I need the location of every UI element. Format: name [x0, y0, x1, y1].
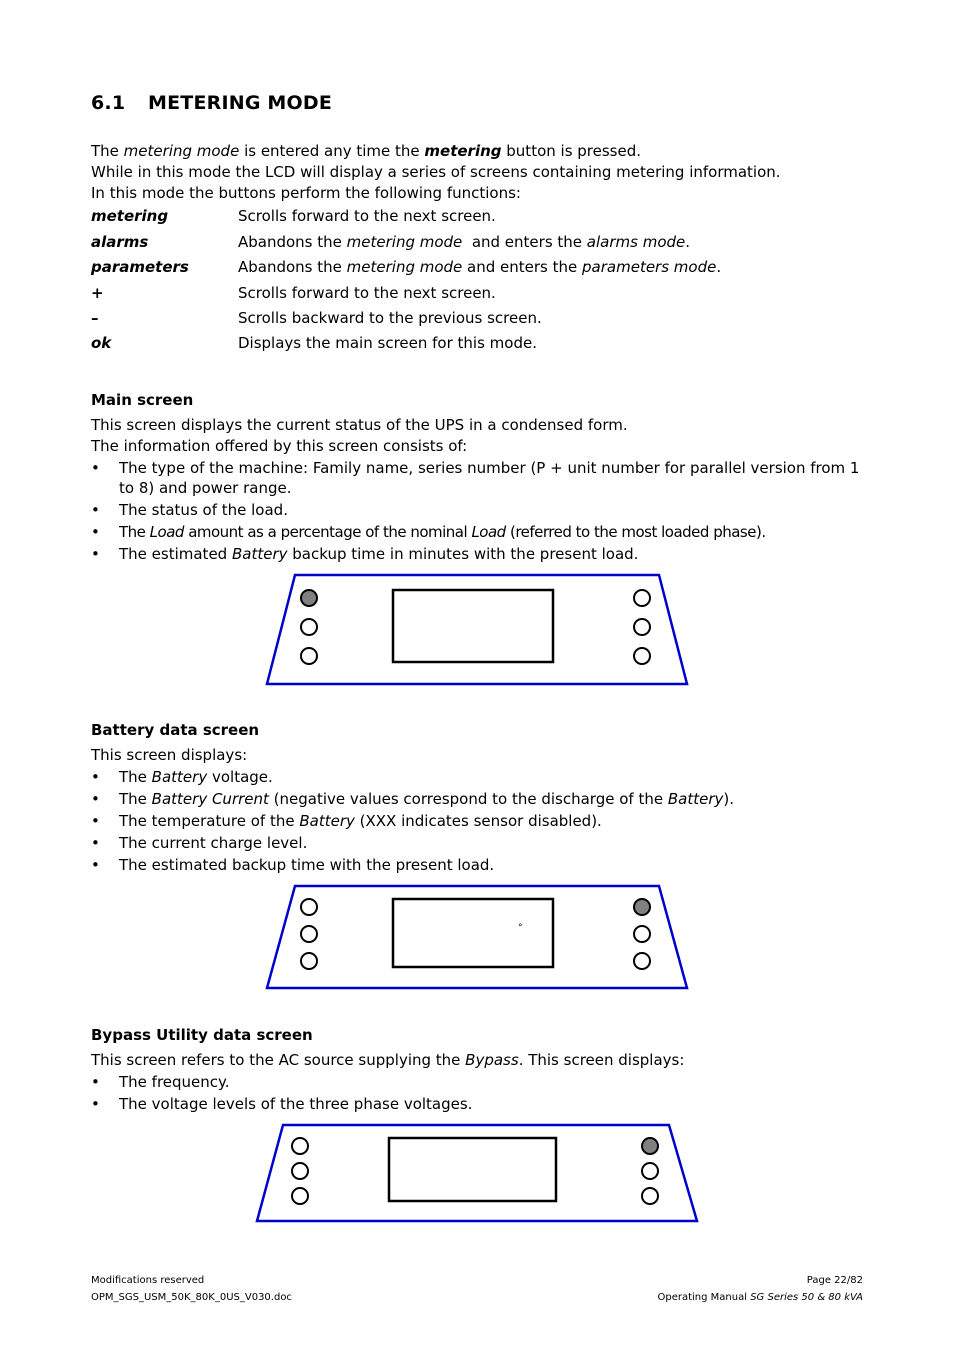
function-key-metering: metering — [91, 207, 169, 225]
minus-button-icon — [642, 1163, 658, 1179]
footer-page-number: Page 22/82 — [806, 1275, 863, 1286]
lcd-screen — [389, 1138, 556, 1201]
bullet-term: Battery — [299, 812, 355, 830]
intro-term: metering mode — [123, 142, 240, 160]
bullet-text: The — [119, 523, 150, 541]
bullet: • — [91, 768, 100, 786]
footer-filename: OPM_SGS_USM_50K_80K_0US_V030.doc — [91, 1292, 292, 1303]
bullet-term: Load — [471, 523, 506, 541]
function-key-parameters: parameters — [91, 258, 189, 276]
function-desc-metering: Scrolls forward to the next screen. — [238, 207, 496, 225]
function-key-alarms: alarms — [91, 233, 149, 251]
main-screen-para-1: This screen displays the current status of the UPS in a condensed form. — [91, 416, 628, 434]
main-bullet-1-line-2: to 8) and power range. — [119, 479, 292, 497]
function-desc-ok: Displays the main screen for this mode. — [238, 334, 537, 352]
function-desc-plus: Scrolls forward to the next screen. — [238, 284, 496, 302]
bullet-term: Battery — [231, 545, 288, 563]
bullet: • — [91, 1095, 100, 1113]
footer-manual-title — [658, 1292, 864, 1303]
footer-product: SG Series 50 & 80 kVA — [750, 1292, 863, 1303]
battery-bullet-4: The current charge level. — [119, 834, 308, 852]
main-bullet-1-line-1: The type of the machine: Family name, series number (P + unit number for parallel version from 1 — [119, 459, 860, 477]
footer-modifications: Modifications reserved — [91, 1275, 205, 1286]
panel-outline — [257, 1125, 697, 1221]
ok-button-icon — [642, 1188, 658, 1204]
bullet-term: Battery — [667, 790, 724, 808]
bullet: • — [91, 545, 100, 563]
intro-line-2: While in this mode the LCD will display a series of screens containing metering information. — [91, 163, 781, 181]
bullet-text: ). — [723, 790, 734, 808]
bullet-text: (referred to the most loaded phase). — [505, 523, 766, 541]
bullet: • — [91, 1073, 100, 1091]
section-number: 6.1 — [91, 92, 126, 114]
intro-text: is entered any time the — [239, 142, 425, 160]
plus-button-icon — [642, 1138, 658, 1154]
bullet-text: (XXX indicates sensor disabled). — [354, 812, 602, 830]
section-title: METERING MODE — [148, 92, 333, 114]
para-term: Bypass — [465, 1051, 519, 1069]
desc-term: metering mode — [346, 258, 463, 276]
bullet: • — [91, 501, 100, 519]
function-key-ok: ok — [91, 334, 112, 352]
bullet-text: The — [119, 790, 152, 808]
battery-screen-heading: Battery data screen — [91, 721, 260, 739]
function-key-plus: + — [91, 284, 104, 302]
lcd-degree-symbol: ° — [518, 923, 523, 933]
bullet: • — [91, 523, 100, 541]
bullet-text: The estimated — [119, 545, 232, 563]
function-key-minus: – — [91, 309, 99, 327]
bullet-term: Battery — [151, 768, 208, 786]
intro-text: The — [91, 142, 124, 160]
bullet: • — [91, 856, 100, 874]
bullet: • — [91, 459, 100, 477]
bypass-bullet-1: The frequency. — [119, 1073, 230, 1091]
bullet: • — [91, 790, 100, 808]
bullet-text: amount as a percentage of the nominal — [183, 523, 472, 541]
desc-text: and enters the — [462, 233, 587, 251]
desc-term: alarms mode — [586, 233, 686, 251]
bullet-term: Battery Current — [151, 790, 269, 808]
bullet: • — [91, 812, 100, 830]
bullet-term: Load — [149, 523, 184, 541]
bullet-text: The temperature of the — [119, 812, 300, 830]
intro-button-name: metering — [424, 142, 502, 160]
desc-text: Abandons the — [238, 258, 347, 276]
bypass-screen-heading: Bypass Utility data screen — [91, 1026, 313, 1044]
main-screen-para-2: The information offered by this screen consists of: — [91, 437, 468, 455]
battery-bullet-5: The estimated backup time with the present load. — [119, 856, 495, 874]
para-text: This screen refers to the AC source supplying the — [91, 1051, 466, 1069]
main-screen-heading: Main screen — [91, 391, 194, 409]
metering-button-icon — [292, 1138, 308, 1154]
footer-text: Operating Manual — [657, 1292, 751, 1303]
desc-term: metering mode — [346, 233, 463, 251]
alarms-button-icon — [292, 1163, 308, 1179]
intro-line-3: In this mode the buttons perform the following functions: — [91, 184, 521, 202]
desc-text: . — [716, 258, 722, 276]
desc-text: . — [685, 233, 691, 251]
bullet-text: voltage. — [207, 768, 273, 786]
bypass-bullet-2: The voltage levels of the three phase voltages. — [119, 1095, 473, 1113]
bullet-text: backup time in minutes with the present load. — [287, 545, 639, 563]
parameters-button-icon — [292, 1188, 308, 1204]
bullet-text: (negative values correspond to the discharge of the — [268, 790, 668, 808]
intro-text: button is pressed. — [501, 142, 642, 160]
bullet-text: The — [119, 768, 152, 786]
function-desc-minus: Scrolls backward to the previous screen. — [238, 309, 542, 327]
desc-text: and enters the — [462, 258, 583, 276]
desc-text: Abandons the — [238, 233, 347, 251]
bullet: • — [91, 834, 100, 852]
desc-term: parameters mode — [582, 258, 717, 276]
main-bullet-2: The status of the load. — [119, 501, 288, 519]
para-text: . This screen displays: — [518, 1051, 685, 1069]
battery-screen-para-1: This screen displays: — [91, 746, 248, 764]
